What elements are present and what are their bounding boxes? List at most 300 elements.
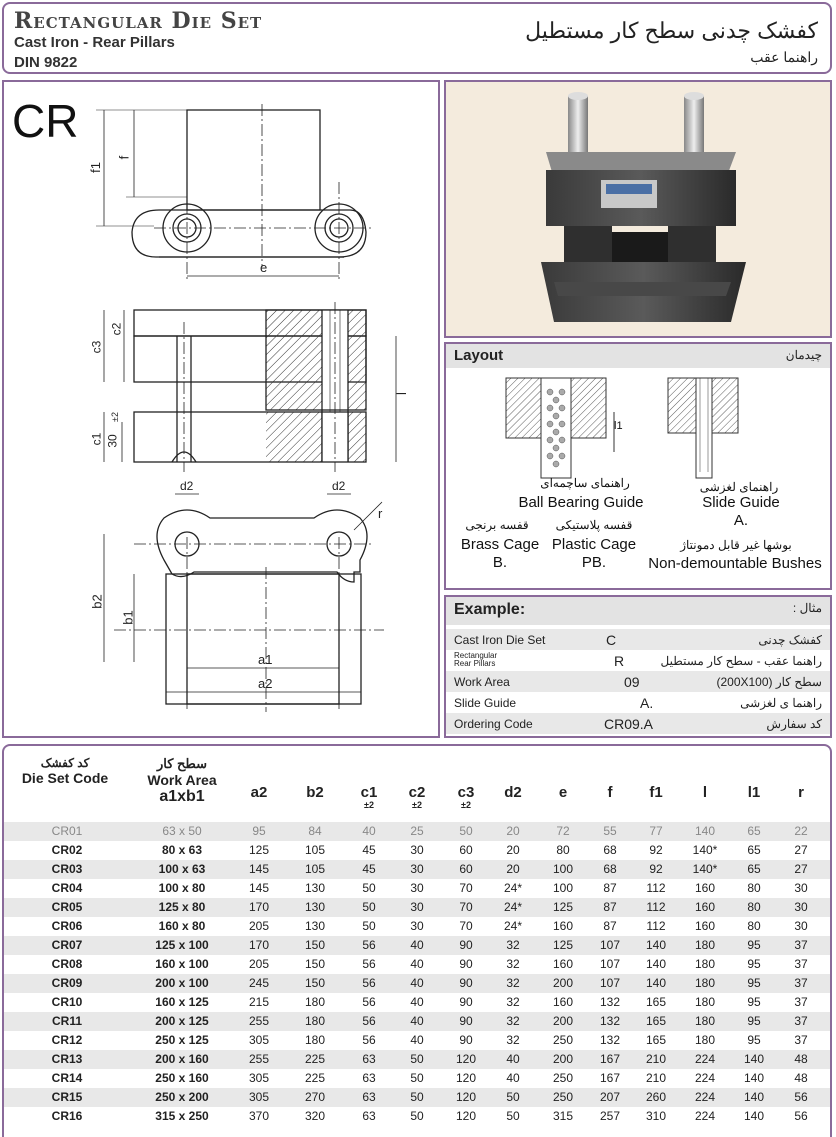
dimension-cell: 27 [794,862,808,876]
dim-c1: c1 [89,432,104,446]
dimension-cell: 32 [506,1033,520,1047]
work-area-cell: 200 x 160 [155,1052,209,1066]
die-set-code-cell: CR11 [51,1014,83,1028]
dimension-cell: 132 [599,1014,621,1028]
dimension-cell: 40 [506,1052,520,1066]
dimension-cell: 100 [552,881,574,895]
col-header-l-label: l [702,784,708,801]
example-row-label: Cast Iron Die Set [454,633,546,647]
dimension-cell: 95 [747,976,761,990]
dimension-cell: 40 [410,1014,424,1028]
col-header-l1 [739,784,769,802]
col-header-c2 [402,784,432,810]
dimension-cell: 70 [459,881,473,895]
brass-cage-fa: قفسه برنجی [465,518,529,532]
die-set-code-cell: CR08 [51,957,83,971]
layout-header [446,344,830,368]
dimension-cell: 250 [552,1033,574,1047]
dimension-cell: 48 [794,1052,808,1066]
die-set-code-cell: CR16 [51,1109,83,1123]
dimension-cell: 210 [645,1052,667,1066]
example-row-label-fa: کفشک چدنی [758,633,822,647]
dimension-cell: 60 [459,862,473,876]
example-row-label-fa: سطح کار (200X100) [716,675,822,689]
dimension-cell: 370 [248,1109,270,1123]
dimension-cell: 210 [645,1071,667,1085]
dimension-cell: 87 [603,900,617,914]
dim-r: r [378,506,383,521]
col-header-d2 [498,784,528,802]
table-row [4,936,830,955]
dim-b2: b2 [89,594,105,609]
example-row-label-fa: راهنما عقب - سطح کار مستطیل [660,654,822,668]
dimension-cell: 50 [362,881,376,895]
dimension-cell: 140 [743,1052,765,1066]
dimension-cell: 90 [459,995,473,1009]
dimension-cell: 37 [794,1033,808,1047]
die-set-illustration [446,82,830,336]
dimension-cell: 165 [645,1033,667,1047]
dimension-cell: 20 [506,843,520,857]
col-header-a2 [244,784,274,802]
col-header-f-label: f [607,784,613,801]
dimension-cell: 50 [410,1052,424,1066]
dimension-cell: 140 [743,1090,765,1104]
dimension-cell: 68 [603,843,617,857]
dimension-cell: 150 [304,938,326,952]
dimension-cell: 180 [304,995,326,1009]
dimension-cell: 120 [455,1071,477,1085]
dimension-cell: 255 [248,1014,270,1028]
dimension-cell: 60 [459,843,473,857]
dimension-cell: 87 [603,881,617,895]
col-header-c1 [354,784,384,810]
dimension-cell: 160 [694,919,716,933]
dimension-cell: 200 [552,976,574,990]
dim-e: e [260,260,268,275]
dimension-cell: 37 [794,938,808,952]
dimension-cell: 50 [410,1090,424,1104]
col-header-code-en: Die Set Code [21,770,109,786]
dimension-cell: 22 [794,824,808,838]
dimension-cell: 32 [506,957,520,971]
dimension-cell: 95 [747,1014,761,1028]
table-row [4,1107,830,1126]
dimension-cell: 95 [747,957,761,971]
example-row [446,692,830,713]
col-header-r-label: r [798,784,804,801]
dimension-cell: 90 [459,1033,473,1047]
standard-label: DIN 9822 [14,54,78,71]
die-set-code-cell: CR12 [51,1033,83,1047]
table-row [4,1050,830,1069]
dimension-cell: 224 [694,1109,716,1123]
dimension-cell: 250 [552,1071,574,1085]
dimension-cell: 50 [410,1071,424,1085]
dimension-cell: 30 [794,881,808,895]
dim-tol: ±2 [109,412,120,422]
technical-drawing [4,82,438,736]
dimension-cell: 167 [599,1052,621,1066]
example-row [446,650,830,671]
table-row [4,993,830,1012]
work-area-cell: 160 x 125 [155,995,209,1009]
col-header-c2-tol: ±2 [412,800,422,810]
dim-a1: a1 [258,652,273,667]
dim-b1: b1 [120,610,136,625]
col-header-l1-label: l1 [747,784,761,801]
dimension-cell: 50 [362,900,376,914]
dimension-cell: 56 [362,938,376,952]
dimension-cell: 160 [552,919,574,933]
dimension-cell: 100 [552,862,574,876]
nondemountable-label: Non-demountable Bushes [648,555,822,572]
dimension-cell: 310 [645,1109,667,1123]
col-header-a2-label: a2 [250,784,268,801]
die-set-code-cell: CR03 [51,862,83,876]
dim-f: f [116,155,132,160]
dimension-cell: 63 [362,1071,376,1085]
dimension-cell: 25 [410,824,424,838]
dim-l: l [393,392,409,395]
table-row [4,1069,830,1088]
dimension-cell: 80 [556,843,570,857]
dimension-cell: 140 [645,957,667,971]
dimension-cell: 95 [252,824,266,838]
dimension-cell: 72 [556,824,570,838]
dim-c3: c3 [89,340,104,354]
dimension-cell: 30 [410,862,424,876]
dimension-cell: 200 [552,1052,574,1066]
example-header [446,597,830,625]
dimension-cell: 24* [503,881,523,895]
dimension-cell: 37 [794,976,808,990]
col-header-b2 [300,784,330,802]
dimension-cell: 20 [506,862,520,876]
plastic-cage-label: Plastic Cage [551,536,637,553]
example-row-value: A. [640,695,654,711]
dimension-cell: 90 [459,1014,473,1028]
dimension-cell: 180 [304,1033,326,1047]
die-set-code-cell: CR05 [51,900,83,914]
dimension-cell: 315 [552,1109,574,1123]
dimension-cell: 260 [645,1090,667,1104]
col-header-code-fa: کد کفشک [40,756,90,770]
dimension-cell: 160 [694,881,716,895]
dimension-cell: 40 [506,1071,520,1085]
table-row [4,1031,830,1050]
dimension-cell: 77 [649,824,663,838]
dimension-cell: 107 [599,957,621,971]
dimension-cell: 70 [459,919,473,933]
dimension-cell: 107 [599,976,621,990]
work-area-cell: 80 x 63 [161,843,203,857]
die-set-code-cell: CR13 [51,1052,83,1066]
dimension-cell: 30 [410,900,424,914]
dimension-cell: 40 [410,1033,424,1047]
dim-a2: a2 [258,676,273,691]
dim-c2: c2 [109,322,124,336]
dimension-cell: 125 [552,900,574,914]
dimension-cell: 65 [747,862,761,876]
dimension-cell: 45 [362,843,376,857]
page-subtitle: Cast Iron - Rear Pillars [14,34,175,51]
technical-drawing-panel [2,80,440,738]
dimension-cell: 107 [599,938,621,952]
dimension-cell: 90 [459,938,473,952]
col-header-wa-fa: سطح کار [157,756,207,771]
page-subtitle-fa: راهنما عقب [750,49,818,65]
dimension-cell: 50 [506,1109,520,1123]
dimension-cell: 37 [794,995,808,1009]
dim-d2-right: d2 [332,479,346,493]
dimension-cell: 180 [304,1014,326,1028]
die-set-code-cell: CR01 [51,824,83,838]
ball-guide-label: Ball Bearing Guide [518,494,644,511]
col-header-r [786,784,816,802]
dimension-cell: 250 [552,1090,574,1104]
dimension-cell: 90 [459,976,473,990]
dimension-cell: 37 [794,1014,808,1028]
die-set-code-cell: CR02 [51,843,83,857]
dimension-cell: 130 [304,919,326,933]
table-row [4,1012,830,1031]
die-set-code-cell: CR06 [51,919,83,933]
plastic-cage-fa: قفسه پلاستیکی [555,518,633,532]
dimension-cell: 150 [304,957,326,971]
work-area-cell: 250 x 160 [155,1071,209,1085]
dimension-cell: 125 [552,938,574,952]
dim-d2-left: d2 [180,479,194,493]
layout-title-fa: چیدمان [785,348,822,362]
col-header-c1-label: c1 [360,784,378,801]
example-row [446,629,830,650]
example-row-label-fa: کد سفارش [766,717,822,731]
ball-guide-fa: راهنمای ساچمه‌ای [540,476,630,490]
dimension-cell: 245 [248,976,270,990]
dimension-cell: 48 [794,1071,808,1085]
example-row [446,713,830,734]
dimension-cell: 92 [649,843,663,857]
col-header-wa-en: Work Area [147,772,217,788]
dimension-cell: 112 [646,900,666,914]
dimension-cell: 224 [694,1052,716,1066]
dimension-cell: 224 [694,1090,716,1104]
dimension-cell: 24* [503,900,523,914]
dimension-cell: 165 [645,995,667,1009]
layout-illustration [446,372,830,492]
dimension-cell: 56 [362,976,376,990]
example-panel [444,595,832,738]
plastic-cage-code: PB. [581,554,607,571]
dimension-cell: 160 [552,995,574,1009]
example-row-value: C [606,632,617,648]
dimension-cell: 30 [410,881,424,895]
col-header-c3-tol: ±2 [461,800,471,810]
product-photo [444,80,832,338]
dimension-cell: 24* [503,919,523,933]
dimension-cell: 140 [694,824,716,838]
dimension-cell: 224 [694,1071,716,1085]
dimension-cell: 170 [248,938,270,952]
dimension-cell: 63 [362,1052,376,1066]
col-header-code [10,756,120,786]
dimension-cell: 70 [459,900,473,914]
dimension-cell: 95 [747,995,761,1009]
col-header-c3-label: c3 [457,784,475,801]
col-header-c2-label: c2 [408,784,426,801]
dimension-cell: 270 [304,1090,326,1104]
die-set-code-cell: CR09 [51,976,83,990]
table-row [4,898,830,917]
dimension-cell: 180 [694,1033,716,1047]
die-set-code-cell: CR10 [51,995,83,1009]
dimension-cell: 160 [694,900,716,914]
work-area-cell: 125 x 100 [155,938,209,952]
dimension-cell: 130 [304,881,326,895]
layout-panel [444,342,832,590]
dimension-cell: 180 [694,957,716,971]
dimension-cell: 92 [649,862,663,876]
dimension-cell: 255 [248,1052,270,1066]
dimension-cell: 40 [362,824,376,838]
col-header-b2-label: b2 [306,784,324,801]
example-row-label-fa: راهنما ی لغزشی [740,696,822,710]
dimension-cell: 215 [248,995,270,1009]
dimension-cell: 180 [694,1014,716,1028]
work-area-cell: 250 x 200 [155,1090,209,1104]
dim-f1: f1 [87,162,103,173]
col-header-f1 [641,784,671,802]
dimension-cell: 140 [743,1109,765,1123]
header-panel [2,2,832,74]
nondemountable-fa: بوشها غیر قابل دمونتاژ [680,538,792,552]
dimension-cell: 56 [794,1090,808,1104]
dimension-cell: 63 [362,1109,376,1123]
dimension-cell: 50 [506,1090,520,1104]
col-header-c1-tol: ±2 [364,800,374,810]
dimension-cell: 105 [304,843,326,857]
dimension-cell: 50 [459,824,473,838]
example-row-value: R [614,653,625,669]
dimension-cell: 205 [248,919,270,933]
dimension-cell: 160 [552,957,574,971]
col-header-l [690,784,720,802]
dimension-cell: 200 [552,1014,574,1028]
dimension-cell: 165 [645,1014,667,1028]
dimension-cell: 140 [645,976,667,990]
col-header-c3 [451,784,481,810]
example-row [446,671,830,692]
dimension-cell: 207 [599,1090,621,1104]
dimension-cell: 32 [506,1014,520,1028]
dimension-cell: 180 [694,976,716,990]
dimension-cell: 105 [304,862,326,876]
dimension-cell: 225 [304,1052,326,1066]
dimension-cell: 132 [599,995,621,1009]
slide-guide-fa: راهنمای لغزشی [699,480,779,494]
dimension-cell: 112 [646,881,666,895]
example-row-label: Slide Guide [454,696,517,710]
dimension-cell: 180 [694,938,716,952]
dimension-cell: 170 [248,900,270,914]
dimension-cell: 145 [248,862,270,876]
page-title: Rectangular Die Set [14,8,263,34]
dimension-cell: 305 [248,1071,270,1085]
dimension-cell: 320 [304,1109,326,1123]
work-area-cell: 100 x 63 [158,862,206,876]
die-set-code-cell: CR07 [51,938,83,952]
dimension-cell: 257 [599,1109,621,1123]
dimension-cell: 132 [599,1033,621,1047]
dimension-cell: 30 [410,843,424,857]
dimension-cell: 40 [410,957,424,971]
dimension-cell: 120 [455,1109,477,1123]
die-set-code-cell: CR04 [51,881,83,895]
dimension-cell: 120 [455,1090,477,1104]
dimension-cell: 305 [248,1090,270,1104]
example-row-label: Rectangular Rear Pillars [454,651,498,668]
col-header-work-area [122,756,242,806]
dimension-cell: 45 [362,862,376,876]
dimension-cell: 84 [308,824,322,838]
table-row [4,917,830,936]
example-row-label: Ordering Code [454,717,533,731]
work-area-cell: 100 x 80 [158,881,206,895]
example-title-fa: مثال : [792,601,822,615]
dimension-cell: 30 [794,900,808,914]
dimension-cell: 68 [603,862,617,876]
dimension-cell: 56 [362,1033,376,1047]
work-area-cell: 125 x 80 [158,900,206,914]
dimension-cell: 225 [304,1071,326,1085]
example-row-label: Work Area [454,675,510,689]
page-title-fa: کفشک چدنی سطح کار مستطیل [525,18,818,43]
dimension-cell: 40 [410,938,424,952]
dimension-cell: 50 [362,919,376,933]
brass-cage-code: B. [492,554,508,571]
col-header-e [548,784,578,802]
dimension-cell: 140* [692,862,718,876]
dimension-cell: 30 [410,919,424,933]
dimension-cell: 65 [747,843,761,857]
dimension-cell: 87 [603,919,617,933]
work-area-cell: 250 x 125 [155,1033,209,1047]
series-code: CR [12,95,79,147]
table-row [4,1088,830,1107]
col-header-wa-sub: a1xb1 [159,788,205,805]
col-header-f [595,784,625,802]
col-header-d2-label: d2 [504,784,522,801]
col-header-e-label: e [558,784,568,801]
work-area-cell: 200 x 125 [155,1014,209,1028]
example-title: Example: [454,601,526,618]
dimension-cell: 56 [794,1109,808,1123]
dimension-cell: 205 [248,957,270,971]
dimension-cell: 305 [248,1033,270,1047]
work-area-cell: 160 x 100 [155,957,209,971]
table-row [4,879,830,898]
table-row [4,860,830,879]
dimension-cell: 65 [747,824,761,838]
dimension-cell: 140 [645,938,667,952]
dimension-cell: 145 [248,881,270,895]
dimension-cell: 140* [692,843,718,857]
brass-cage-label: Brass Cage [460,536,540,553]
die-set-code-cell: CR14 [51,1071,83,1085]
dimension-cell: 167 [599,1071,621,1085]
dimension-cell: 80 [747,900,761,914]
